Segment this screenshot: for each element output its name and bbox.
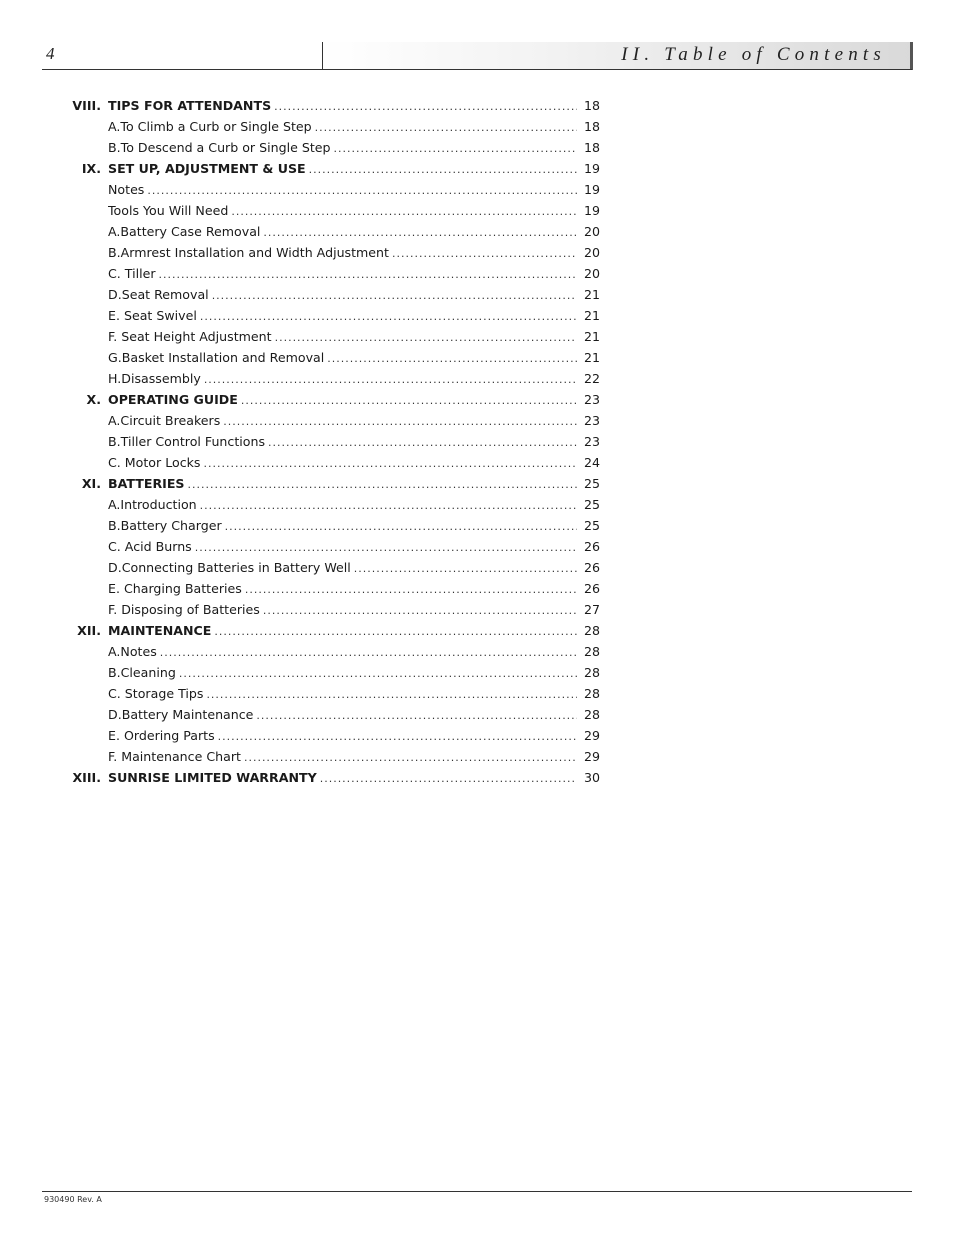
toc-page-number: 29 [583, 749, 600, 764]
toc-entry-title: B.Tiller Control Functions [108, 434, 266, 449]
toc-entry [108, 536, 580, 558]
toc-entry [108, 557, 580, 579]
toc-section-row[interactable] [42, 389, 600, 410]
toc-entry-title: A.To Climb a Curb or Single Step [108, 119, 312, 134]
toc-page-number: 18 [583, 140, 600, 155]
toc-subsection-row[interactable] [42, 137, 600, 158]
toc-entry-title: A.Introduction [108, 497, 197, 512]
toc-entry-title: H.Disassembly [108, 371, 201, 386]
toc-entry [108, 494, 580, 516]
toc-entry-title: F. Maintenance Chart [108, 749, 241, 764]
dot-leader [147, 180, 577, 201]
dot-leader [223, 411, 577, 432]
toc-page-number: 24 [583, 455, 600, 470]
toc-entry [108, 620, 580, 642]
toc-entry [108, 725, 580, 747]
toc-section-number: XI. [81, 476, 101, 491]
toc-page-number: 18 [583, 98, 600, 113]
footer-rule [42, 1191, 912, 1192]
toc-page-number: 22 [583, 371, 600, 386]
toc-page-number: 21 [583, 308, 600, 323]
table-of-contents [42, 95, 600, 788]
toc-page-number: 20 [583, 245, 600, 260]
toc-subsection-row[interactable] [42, 494, 600, 515]
toc-page-number: 28 [583, 644, 600, 659]
dot-leader [354, 558, 577, 579]
toc-section-number: VIII. [72, 98, 101, 113]
toc-entry-title: OPERATING GUIDE [108, 392, 238, 407]
toc-section-row[interactable] [42, 620, 600, 641]
toc-entry-title: D.Battery Maintenance [108, 707, 254, 722]
toc-subsection-row[interactable] [42, 410, 600, 431]
dot-leader [327, 348, 577, 369]
dot-leader [392, 243, 577, 264]
toc-entry [108, 389, 580, 411]
toc-page-number: 27 [583, 602, 600, 617]
toc-subsection-row[interactable] [42, 515, 600, 536]
toc-section-number: XII. [77, 623, 101, 638]
toc-page-number: 29 [583, 728, 600, 743]
toc-page-number: 25 [583, 476, 600, 491]
dot-leader [275, 327, 577, 348]
toc-entry-title: C. Motor Locks [108, 455, 201, 470]
toc-subsection-row[interactable] [42, 305, 600, 326]
toc-page-number: 26 [583, 581, 600, 596]
toc-page-number: 18 [583, 119, 600, 134]
toc-entry-title: C. Acid Burns [108, 539, 192, 554]
toc-entry [108, 242, 580, 264]
dot-leader [206, 684, 577, 705]
toc-subsection-row[interactable] [42, 536, 600, 557]
dot-leader [334, 138, 577, 159]
toc-subsection-row[interactable] [42, 116, 600, 137]
toc-entry [108, 95, 580, 117]
toc-entry-title: BATTERIES [108, 476, 185, 491]
toc-subsection-row[interactable] [42, 641, 600, 662]
toc-entry-title: A.Circuit Breakers [108, 413, 221, 428]
toc-entry [108, 662, 580, 684]
toc-entry [108, 137, 580, 159]
header-divider [322, 42, 323, 70]
toc-entry-title: D.Seat Removal [108, 287, 209, 302]
dot-leader [320, 768, 577, 789]
document-number: 930490 Rev. A [44, 1195, 102, 1204]
toc-entry-title: F. Disposing of Batteries [108, 602, 260, 617]
dot-leader [218, 726, 577, 747]
toc-page-number: 23 [583, 413, 600, 428]
toc-entry [108, 263, 580, 285]
toc-entry-title: A.Battery Case Removal [108, 224, 261, 239]
toc-page-number: 25 [583, 518, 600, 533]
toc-entry-title: SET UP, ADJUSTMENT & USE [108, 161, 306, 176]
toc-subsection-row[interactable] [42, 746, 600, 767]
toc-subsection-row[interactable] [42, 284, 600, 305]
toc-entry [108, 410, 580, 432]
toc-page-number: 28 [583, 623, 600, 638]
toc-page-number: 19 [583, 203, 600, 218]
dot-leader [203, 453, 577, 474]
dot-leader [159, 264, 577, 285]
toc-section-row[interactable] [42, 473, 600, 494]
toc-subsection-row[interactable] [42, 179, 600, 200]
toc-section-number: X. [86, 392, 101, 407]
dot-leader [160, 642, 577, 663]
toc-entry [108, 368, 580, 390]
dot-leader [204, 369, 577, 390]
toc-section-row[interactable] [42, 158, 600, 179]
toc-entry [108, 347, 580, 369]
dot-leader [200, 306, 577, 327]
toc-subsection-row[interactable] [42, 683, 600, 704]
toc-entry [108, 116, 580, 138]
toc-entry [108, 452, 580, 474]
dot-leader [274, 96, 577, 117]
toc-subsection-row[interactable] [42, 263, 600, 284]
dot-leader [200, 495, 577, 516]
toc-entry-title: C. Tiller [108, 266, 156, 281]
toc-entry [108, 179, 580, 201]
dot-leader [245, 579, 577, 600]
toc-subsection-row[interactable] [42, 662, 600, 683]
toc-subsection-row[interactable] [42, 431, 600, 452]
dot-leader [231, 201, 577, 222]
toc-entry [108, 641, 580, 663]
toc-entry [108, 284, 580, 306]
toc-entry-title: C. Storage Tips [108, 686, 204, 701]
toc-entry-title: Tools You Will Need [108, 203, 229, 218]
toc-entry-title: SUNRISE LIMITED WARRANTY [108, 770, 317, 785]
toc-subsection-row[interactable] [42, 368, 600, 389]
toc-section-row[interactable] [42, 95, 600, 116]
toc-page-number: 28 [583, 665, 600, 680]
dot-leader [188, 474, 578, 495]
toc-entry-title: E. Ordering Parts [108, 728, 215, 743]
toc-page-number: 30 [583, 770, 600, 785]
toc-entry [108, 599, 580, 621]
toc-entry [108, 431, 580, 453]
toc-entry-title: TIPS FOR ATTENDANTS [108, 98, 272, 113]
toc-entry-title: B.Cleaning [108, 665, 176, 680]
toc-entry-title: B.Battery Charger [108, 518, 222, 533]
toc-entry [108, 578, 580, 600]
toc-page-number: 21 [583, 287, 600, 302]
toc-subsection-row[interactable] [42, 347, 600, 368]
toc-entry-title: F. Seat Height Adjustment [108, 329, 272, 344]
toc-entry-title: E. Seat Swivel [108, 308, 197, 323]
toc-entry-title: B.Armrest Installation and Width Adjustment [108, 245, 389, 260]
section-title: II. Table of Contents [621, 44, 886, 65]
toc-section-number: XIII. [72, 770, 101, 785]
toc-subsection-row[interactable] [42, 326, 600, 347]
toc-subsection-row[interactable] [42, 200, 600, 221]
toc-entry-title: Notes [108, 182, 145, 197]
toc-entry [108, 473, 580, 495]
toc-entry-title: G.Basket Installation and Removal [108, 350, 325, 365]
toc-entry-title: E. Charging Batteries [108, 581, 242, 596]
dot-leader [212, 285, 577, 306]
toc-entry-title: MAINTENANCE [108, 623, 212, 638]
toc-subsection-row[interactable] [42, 725, 600, 746]
toc-subsection-row[interactable] [42, 704, 600, 725]
toc-entry [108, 746, 580, 768]
toc-page-number: 19 [583, 161, 600, 176]
toc-entry-title: B.To Descend a Curb or Single Step [108, 140, 331, 155]
toc-entry [108, 767, 580, 789]
toc-page-number: 23 [583, 434, 600, 449]
toc-page-number: 19 [583, 182, 600, 197]
dot-leader [241, 390, 577, 411]
toc-subsection-row[interactable] [42, 557, 600, 578]
toc-page-number: 21 [583, 329, 600, 344]
page-number: 4 [46, 44, 55, 63]
toc-subsection-row[interactable] [42, 452, 600, 473]
toc-entry-title: A.Notes [108, 644, 157, 659]
dot-leader [225, 516, 577, 537]
dot-leader [309, 159, 577, 180]
toc-entry-title: D.Connecting Batteries in Battery Well [108, 560, 351, 575]
toc-entry [108, 221, 580, 243]
dot-leader [214, 621, 577, 642]
dot-leader [263, 600, 577, 621]
toc-entry [108, 683, 580, 705]
toc-section-number: IX. [81, 161, 101, 176]
toc-entry [108, 515, 580, 537]
toc-page-number: 21 [583, 350, 600, 365]
toc-entry [108, 704, 580, 726]
toc-page-number: 23 [583, 392, 600, 407]
toc-entry [108, 158, 580, 180]
toc-subsection-row[interactable] [42, 242, 600, 263]
toc-section-row[interactable] [42, 767, 600, 788]
toc-page-number: 28 [583, 707, 600, 722]
dot-leader [179, 663, 577, 684]
header-rule [42, 69, 912, 70]
toc-page-number: 20 [583, 224, 600, 239]
toc-subsection-row[interactable] [42, 599, 600, 620]
toc-entry [108, 326, 580, 348]
toc-page-number: 28 [583, 686, 600, 701]
dot-leader [244, 747, 577, 768]
toc-page-number: 25 [583, 497, 600, 512]
toc-subsection-row[interactable] [42, 221, 600, 242]
toc-entry [108, 200, 580, 222]
toc-page-number: 20 [583, 266, 600, 281]
toc-entry [108, 305, 580, 327]
dot-leader [263, 222, 577, 243]
dot-leader [195, 537, 577, 558]
dot-leader [256, 705, 577, 726]
header-bar-edge [910, 42, 913, 70]
dot-leader [315, 117, 577, 138]
toc-page-number: 26 [583, 539, 600, 554]
toc-subsection-row[interactable] [42, 578, 600, 599]
toc-page-number: 26 [583, 560, 600, 575]
dot-leader [268, 432, 577, 453]
